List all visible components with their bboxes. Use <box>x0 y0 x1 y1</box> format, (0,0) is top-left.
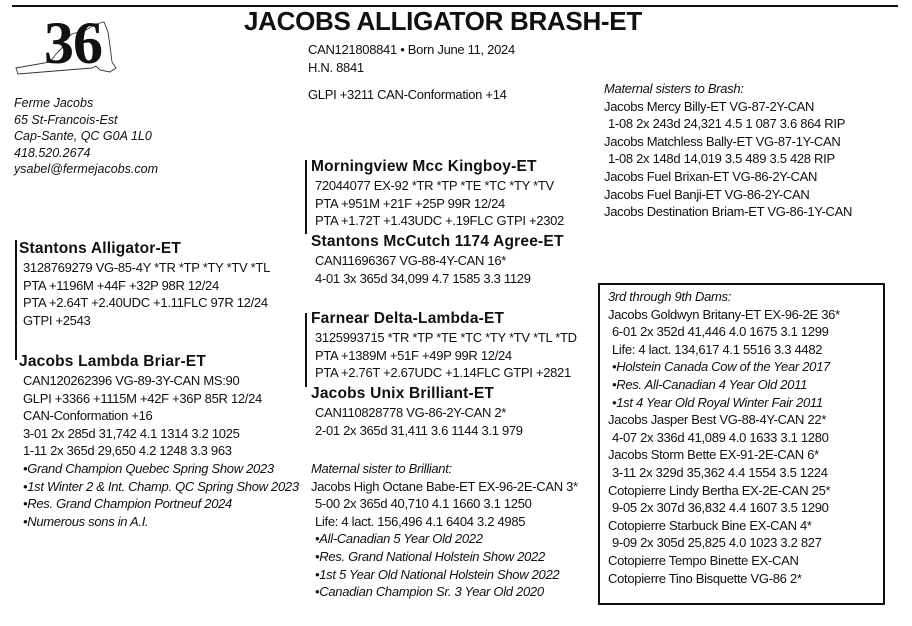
dam-line: 3-01 2x 285d 31,742 4.1 1314 3.2 1025 <box>23 425 240 441</box>
sister-of-brash-name: Jacobs Mercy Billy-ET VG-87-2Y-CAN <box>604 98 815 114</box>
consignor-contact <box>14 95 158 178</box>
sire-of-sire-block <box>311 157 564 230</box>
consignor-city: Cap-Sante, QC G0A 1L0 <box>14 129 152 143</box>
sire-of-sire-name: Morningview Mcc Kingboy-ET <box>311 158 537 175</box>
dam-3-9-name: Cotopierre Tino Bisquette VG-86 2* <box>608 570 802 586</box>
sister-of-brilliant-line: Life: 4 lact. 156,496 4.1 6404 3.2 4985 <box>315 513 526 529</box>
sister-of-brash-name: Jacobs Fuel Banji-ET VG-86-2Y-CAN <box>604 186 810 202</box>
animal-genomics: GLPI +3211 CAN-Conformation +14 <box>308 87 507 103</box>
dam-3-9-record: 3-11 2x 329d 35,362 4.4 1554 3.5 1224 <box>612 464 828 480</box>
sire-of-dam-line: PTA +1389M +51F +49P 99R 12/24 <box>315 347 512 363</box>
sister-of-brash-name: Jacobs Fuel Brixan-ET VG-86-2Y-CAN <box>604 168 818 184</box>
sister-of-brash-record: 1-08 2x 243d 24,321 4.5 1 087 3.6 864 RIP <box>608 116 846 132</box>
sister-of-brilliant-honor: •All-Canadian 5 Year Old 2022 <box>315 531 483 547</box>
sire-of-dam-line: PTA +2.76T +2.67UDC +1.14FLC GTPI +2821 <box>315 365 571 381</box>
sister-of-brilliant-block <box>311 460 578 601</box>
dam-3-9-record: Life: 4 lact. 134,617 4.1 5516 3.3 4482 <box>612 341 823 357</box>
dam-line: CAN-Conformation +16 <box>23 408 153 424</box>
animal-hn: H.N. 8841 <box>308 59 364 75</box>
sister-of-brilliant-header: Maternal sister to Brilliant: <box>311 461 452 476</box>
consignor-email: ysabel@fermejacobs.com <box>14 162 158 176</box>
sire-of-sire-line: PTA +1.72T +1.43UDC +.19FLC GTPI +2302 <box>315 213 564 229</box>
consignor-street: 65 St-Francois-Est <box>14 112 118 127</box>
dam-honor: •Res. Grand Champion Portneuf 2024 <box>23 496 232 512</box>
sister-of-brash-name: Jacobs Matchless Bally-ET VG-87-1Y-CAN <box>604 133 841 149</box>
dam-honor: •Grand Champion Quebec Spring Show 2023 <box>23 460 274 476</box>
dam-line: GLPI +3366 +1115M +42F +36P 85R 12/24 <box>23 390 262 406</box>
dams-3-9-header: 3rd through 9th Dams: <box>608 289 732 304</box>
sister-of-brilliant-honor: •1st 5 Year Old National Holstein Show 2022 <box>315 566 560 582</box>
dam-line: 1-11 2x 365d 29,650 4.2 1248 3.3 963 <box>23 443 232 459</box>
dam-3-9-name: Jacobs Storm Bette EX-91-2E-CAN 6* <box>608 447 819 463</box>
sire-block <box>19 239 270 329</box>
lot-number: 36 <box>44 10 102 76</box>
dam-block <box>19 352 299 530</box>
dam-3-9-honor: •1st 4 Year Old Royal Winter Fair 2011 <box>612 394 823 410</box>
consignor-phone: 418.520.2674 <box>14 145 91 160</box>
sire-line: PTA +2.64T +2.40UDC +1.11FLC 97R 12/24 <box>23 295 268 311</box>
sire-line: PTA +1196M +44F +32P 98R 12/24 <box>23 277 219 293</box>
sister-of-brash-name: Jacobs Destination Briam-ET VG-86-1Y-CAN <box>604 204 853 220</box>
sire-of-sire-line: PTA +951M +21F +25P 99R 12/24 <box>315 195 505 211</box>
sire-divider <box>15 240 17 360</box>
sire-of-dam-name: Farnear Delta-Lambda-ET <box>311 310 505 327</box>
dam-3-9-record: 6-01 2x 352d 41,446 4.0 1675 3.1 1299 <box>612 324 829 340</box>
dam-of-sire-line: 4-01 3x 365d 34,099 4.7 1585 3.3 1129 <box>315 270 531 286</box>
granddam-line: CAN110828778 VG-86-2Y-CAN 2* <box>315 405 507 420</box>
dam-of-sire-line: CAN11696367 VG-88-4Y-CAN 16* <box>315 253 507 268</box>
sister-of-brilliant-line: 5-00 2x 365d 40,710 4.1 1660 3.1 1250 <box>315 496 532 512</box>
granddam-block <box>311 384 523 439</box>
dam-of-sire-block <box>311 232 564 287</box>
sister-of-brilliant-honor: •Res. Grand National Holstein Show 2022 <box>315 548 545 564</box>
dam-3-9-honor: •Holstein Canada Cow of the Year 2017 <box>612 359 830 375</box>
sisters-of-brash-header: Maternal sisters to Brash: <box>604 81 744 96</box>
dam-3-9-name: Cotopierre Tempo Binette EX-CAN <box>608 552 799 568</box>
dam-of-sire-name: Stantons McCutch 1174 Agree-ET <box>311 233 564 250</box>
sisters-of-brash-block <box>604 80 852 221</box>
dam-3-9-name: Jacobs Goldwyn Britany-ET EX-96-2E 36* <box>608 306 840 322</box>
granddam-name: Jacobs Unix Brilliant-ET <box>311 385 495 402</box>
sister-of-brilliant-honor: •Canadian Champion Sr. 3 Year Old 2020 <box>315 584 544 600</box>
dam-3-9-name: Cotopierre Lindy Bertha EX-2E-CAN 25* <box>608 482 831 498</box>
dam-honor: •1st Winter 2 & Int. Champ. QC Spring Show 2023 <box>23 478 299 494</box>
sire-line: GTPI +2543 <box>23 312 91 328</box>
dam-3-9-record: 4-07 2x 336d 41,089 4.0 1633 3.1 1280 <box>612 429 829 445</box>
granddam-line: 2-01 2x 365d 31,411 3.6 1144 3.1 979 <box>315 422 523 438</box>
dam-3-9-record: 9-05 2x 307d 36,832 4.4 1607 3.5 1290 <box>612 500 829 516</box>
animal-reg-birth: CAN121808841 • Born June 11, 2024 <box>308 42 515 57</box>
animal-info <box>308 41 515 104</box>
sister-of-brash-record: 1-08 2x 148d 14,019 3.5 489 3.5 428 RIP <box>608 151 835 167</box>
sire-line: 3128769279 VG-85-4Y *TR *TP *TY *TV *TL <box>23 260 270 275</box>
sire-of-sire-line: 72044077 EX-92 *TR *TP *TE *TC *TY *TV <box>315 178 554 193</box>
consignor-name: Ferme Jacobs <box>14 96 94 110</box>
dam-3-9-record: 9-09 2x 305d 25,825 4.0 1023 3.2 827 <box>612 535 822 551</box>
dam-name: Jacobs Lambda Briar-ET <box>19 353 207 370</box>
dam-3-9-honor: •Res. All-Canadian 4 Year Old 2011 <box>612 376 808 392</box>
sire-of-sire-divider <box>305 160 307 234</box>
animal-name: JACOBS ALLIGATOR BRASH-ET <box>244 6 642 36</box>
dam-3-9-name: Cotopierre Starbuck Bine EX-CAN 4* <box>608 517 812 533</box>
sire-of-dam-divider <box>305 313 307 387</box>
dams-3-9-block <box>608 288 840 587</box>
dam-3-9-name: Jacobs Jasper Best VG-88-4Y-CAN 22* <box>608 412 827 428</box>
dam-honor: •Numerous sons in A.I. <box>23 513 149 529</box>
dam-line: CAN120262396 VG-89-3Y-CAN MS:90 <box>23 373 240 388</box>
sister-of-brilliant-name: Jacobs High Octane Babe-ET EX-96-2E-CAN 3* <box>311 478 578 494</box>
sire-of-dam-block <box>311 309 577 382</box>
sire-name: Stantons Alligator-ET <box>19 240 182 257</box>
sire-of-dam-line: 3125993715 *TR *TP *TE *TC *TY *TV *TL *TD <box>315 330 577 345</box>
